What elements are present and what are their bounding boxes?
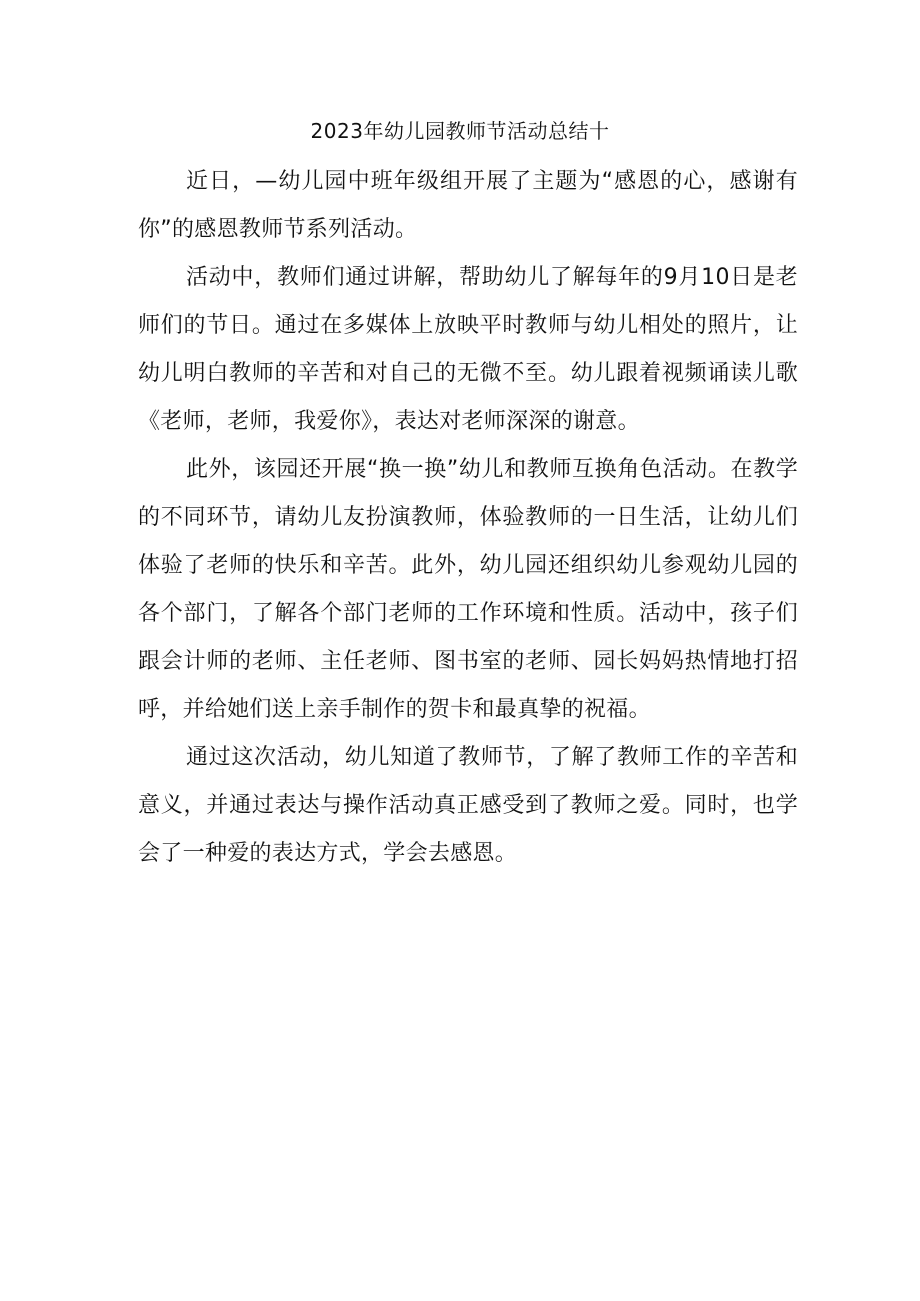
document-body [138, 158, 798, 878]
paragraph-role-swap: 此外，该园还开展“换一换”幼儿和教师互换角色活动。在教学的不同环节，请幼儿友扮演教师，体验教师的一日生活，让幼儿们体验了老师的快乐和辛苦。此外，幼儿园还组织幼儿参观幼儿园的各个部门，了解各个部门老师的工作环境和性质。活动中，孩子们跟会计师的老师、主任老师、图书室的老师、园长妈妈热情地打招呼，并给她们送上亲手制作的贺卡和最真挚的祝福。 [138, 457, 798, 722]
document-title: 2023年幼儿园教师节活动总结十 [310, 119, 610, 143]
paragraph-intro: 近日，—幼儿园中班年级组开展了主题为“感恩的心，感谢有你”的感恩教师节系列活动。 [138, 169, 798, 242]
paragraph-conclusion: 通过这次活动，幼儿知道了教师节，了解了教师工作的辛苦和意义，并通过表达与操作活动真正感受到了教师之爱。同时，也学会了一种爱的表达方式，学会去感恩。 [138, 745, 798, 866]
paragraph-activity: 活动中，教师们通过讲解，帮助幼儿了解每年的9月10日是老师们的节日。通过在多媒体上放映平时教师与幼儿相处的照片，让幼儿明白教师的辛苦和对自己的无微不至。幼儿跟着视频诵读儿歌《老师，老师，我爱你》，表达对老师深深的谢意。 [138, 265, 798, 434]
